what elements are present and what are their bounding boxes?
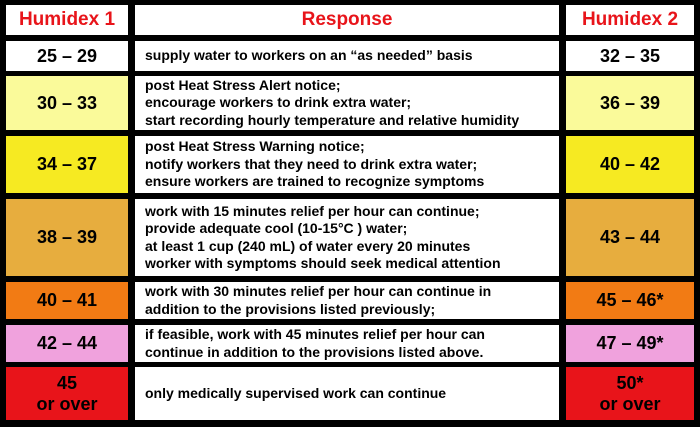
humidex-1-value: 40 – 41 — [6, 282, 128, 319]
text-line: if feasible, work with 45 minutes relief per hour can — [145, 326, 485, 342]
humidex-2-value: 40 – 42 — [566, 136, 694, 193]
response-text — [135, 41, 559, 71]
text-line: only medically supervised work can continue — [145, 384, 447, 401]
response-text — [135, 367, 559, 420]
text-line: start recording hourly temperature and relative humidity — [145, 111, 520, 128]
text-line: addition to the provisions listed previously; — [145, 300, 436, 317]
humidex-1-value — [6, 367, 128, 420]
text-line: 50* — [616, 372, 644, 393]
humidex-1-value: 38 – 39 — [6, 199, 128, 276]
response-text — [135, 76, 559, 130]
humidex-1-value: 34 – 37 — [6, 136, 128, 193]
header-humidex-2: Humidex 2 — [566, 5, 694, 35]
humidex-2-value: 45 – 46* — [566, 282, 694, 319]
humidex-1-value: 30 – 33 — [6, 76, 128, 130]
text-line: worker with symptoms should seek medical attention — [145, 255, 501, 271]
text-line: encourage workers to drink extra water; — [145, 94, 412, 111]
text-line: or over — [599, 393, 661, 414]
humidex-1-value: 25 – 29 — [6, 41, 128, 71]
text-line: post Heat Stress Warning notice; — [145, 138, 365, 155]
text-line: continue in addition to the provisions listed above. — [145, 343, 484, 360]
text-line: or over — [36, 393, 98, 414]
response-text — [135, 199, 559, 276]
humidex-2-value: 36 – 39 — [566, 76, 694, 130]
text-line: notify workers that they need to drink extra water; — [145, 155, 478, 172]
text-line: provide adequate cool (10-15°C ) water; — [145, 220, 408, 236]
response-text — [135, 282, 559, 319]
response-text — [135, 136, 559, 193]
humidex-2-value: 47 – 49* — [566, 325, 694, 362]
header-humidex-1: Humidex 1 — [6, 5, 128, 35]
response-text — [135, 325, 559, 362]
humidex-1-value: 42 – 44 — [6, 325, 128, 362]
text-line: supply water to workers on an “as needed” basis — [145, 47, 473, 64]
text-line: at least 1 cup (240 mL) of water every 20 minutes — [145, 237, 471, 254]
humidex-2-value: 43 – 44 — [566, 199, 694, 276]
humidex-2-value: 32 – 35 — [566, 41, 694, 71]
header-response: Response — [135, 5, 559, 35]
humidex-2-value — [566, 367, 694, 420]
text-line: post Heat Stress Alert notice; — [145, 76, 341, 93]
text-line: 45 — [56, 372, 78, 393]
text-line: ensure workers are trained to recognize symptoms — [145, 173, 485, 190]
text-line: work with 15 minutes relief per hour can continue; — [145, 202, 480, 219]
text-line: work with 30 minutes relief per hour can continue in — [145, 283, 492, 299]
